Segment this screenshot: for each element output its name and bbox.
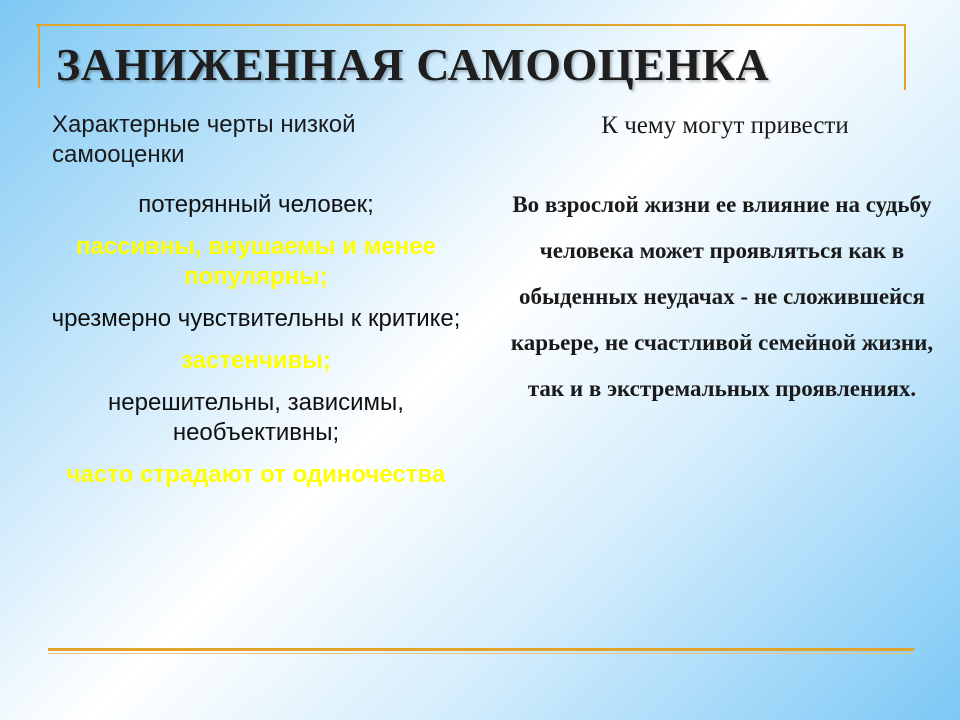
- left-column-header: Характерные черты низкой самооценки: [52, 111, 356, 168]
- trait-item: пассивны, внушаемы и менее популярны;: [76, 233, 436, 290]
- traits-list: [46, 190, 466, 502]
- trait-item: нерешительны, зависимы, необъективны;: [108, 389, 404, 446]
- trait-item: часто страдают от одиночества: [66, 461, 446, 488]
- slide-title: ЗАНИЖЕННАЯ САМООЦЕНКА: [56, 39, 770, 90]
- frame-top-line: [36, 24, 906, 26]
- frame-right-line: [904, 24, 906, 90]
- trait-item: чрезмерно чувствительны к критике;: [51, 305, 461, 332]
- frame-left-line: [38, 24, 40, 88]
- frame-bottom-line: [48, 648, 914, 651]
- right-column-header: К чему могут привести: [601, 112, 849, 139]
- frame-bottom-line-secondary: [48, 653, 914, 654]
- trait-item: потерянный человек;: [138, 191, 374, 218]
- trait-item: застенчивы;: [181, 347, 331, 374]
- consequences-paragraph: Во взрослой жизни ее влияние на судьбу человека может проявляться как в обыденных неудачах - не сложившейся карьере, не счастливой семейной жизни, так и в экстремальных проявлениях.: [510, 192, 934, 401]
